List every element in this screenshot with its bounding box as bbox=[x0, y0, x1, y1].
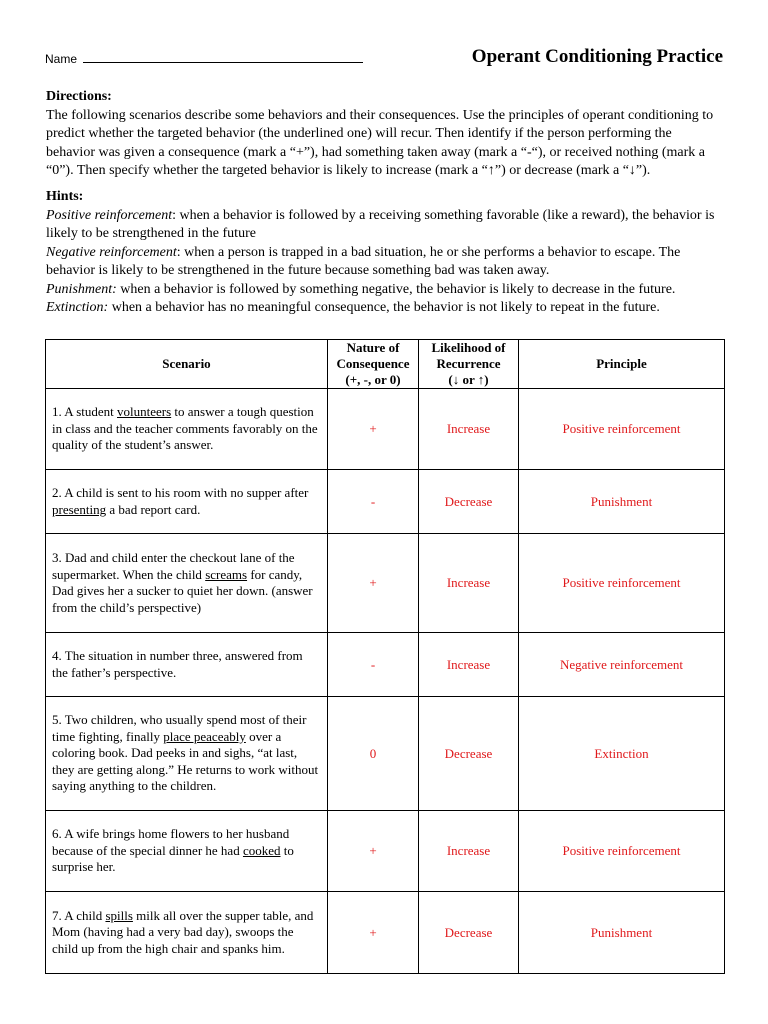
header-line: (↓ or ↑) bbox=[448, 372, 489, 387]
header-nature-of-consequence bbox=[328, 340, 419, 389]
likelihood-cell[interactable]: Increase bbox=[419, 633, 519, 697]
header-line: Likelihood of bbox=[431, 340, 506, 355]
target-behavior: cooked bbox=[242, 842, 281, 858]
principle-cell[interactable]: Positive reinforcement bbox=[519, 811, 725, 892]
header-line: Consequence bbox=[336, 356, 410, 371]
consequence-cell[interactable]: + bbox=[328, 534, 419, 633]
likelihood-cell[interactable]: Increase bbox=[419, 811, 519, 892]
header-line: Recurrence bbox=[436, 356, 501, 371]
hint-term: Punishment: bbox=[46, 281, 117, 297]
directions-text: The following scenarios describe some behaviors and their consequences. Use the principles of operant conditioning to predict whether the targeted behavior (the underlined one) will recur. Then identify if the person performing the behavior was given a consequence (mark a “+”), had something taken away (mark a “-“), or received nothing (mark a “0”). Then specify whether the targeted behavior is likely to increase (mark a “↑”) or decrease (mark a “↓”). bbox=[46, 107, 714, 178]
scenario-text: 7. A child bbox=[52, 907, 106, 923]
scenario-text: 3. Dad and child enter the checkout lane of the supermarket. When the child bbox=[52, 550, 295, 582]
scenario-text: 5. Two children, who usually spend most of their time fighting, finally bbox=[52, 712, 307, 744]
table-row bbox=[46, 534, 725, 633]
target-behavior: spills bbox=[105, 907, 133, 923]
scenario-text: 1. A student bbox=[52, 404, 118, 420]
table-header-row bbox=[46, 340, 725, 389]
consequence-cell[interactable]: + bbox=[328, 892, 419, 974]
consequence-cell[interactable]: - bbox=[328, 633, 419, 697]
table-row bbox=[46, 811, 725, 892]
hint-text: : when a behavior is followed by a receiving something favorable (like a reward), the behavior is likely to be strengthened in the future bbox=[46, 207, 715, 241]
header-principle: Principle bbox=[519, 340, 725, 389]
hint-positive-reinforcement bbox=[46, 207, 722, 244]
principle-cell[interactable]: Positive reinforcement bbox=[519, 534, 725, 633]
likelihood-cell[interactable]: Decrease bbox=[419, 892, 519, 974]
likelihood-cell[interactable]: Increase bbox=[419, 534, 519, 633]
scenario-text: to answer a tough question in class and the teacher comments favorably on the quality of the student’s answer. bbox=[52, 404, 318, 453]
scenario-text: 2. A child is sent to his room with no supper after bbox=[52, 485, 309, 500]
target-behavior: place peaceably bbox=[163, 728, 246, 744]
hints-heading: Hints: bbox=[46, 189, 84, 204]
name-field-row bbox=[45, 52, 363, 66]
scenario-text: milk all over the supper table, and Mom (having had a very bad day), swoops the child up from the high chair and spanks him. bbox=[52, 907, 314, 956]
consequence-cell[interactable]: 0 bbox=[328, 697, 419, 811]
scenario-cell bbox=[46, 633, 328, 697]
scenario-cell bbox=[46, 892, 328, 974]
directions-heading: Directions: bbox=[46, 89, 112, 104]
hint-negative-reinforcement bbox=[46, 244, 722, 281]
scenario-cell bbox=[46, 389, 328, 470]
table-row bbox=[46, 633, 725, 697]
scenario-cell bbox=[46, 697, 328, 811]
table-row bbox=[46, 389, 725, 470]
header-scenario: Scenario bbox=[46, 340, 328, 389]
likelihood-cell[interactable]: Decrease bbox=[419, 697, 519, 811]
principle-cell[interactable]: Punishment bbox=[519, 470, 725, 534]
name-blank-line[interactable] bbox=[83, 52, 363, 63]
directions-section bbox=[46, 88, 722, 181]
scenario-text: to surprise her. bbox=[52, 842, 294, 875]
hint-term: Extinction: bbox=[46, 300, 109, 315]
scenario-text: for candy, Dad gives her a sucker to quiet her down. (answer from the child’s perspective) bbox=[52, 566, 313, 615]
scenario-text: over a coloring book. Dad peeks in and sighs, “at last, they are getting along.” He returns to work without saying anything to the children. bbox=[52, 728, 319, 794]
scenario-text: 4. The situation in number three, answered from the father’s perspective. bbox=[52, 648, 303, 680]
target-behavior: screams bbox=[205, 566, 248, 582]
consequence-cell[interactable]: + bbox=[328, 811, 419, 892]
header-line: (+, -, or 0) bbox=[345, 372, 401, 387]
hint-punishment bbox=[46, 281, 722, 300]
hint-extinction bbox=[46, 299, 722, 318]
hint-text: when a behavior has no meaningful consequence, the behavior is not likely to repeat in the future. bbox=[108, 300, 660, 315]
hint-text: when a behavior is followed by something negative, the behavior is likely to decrease in the future. bbox=[116, 281, 676, 297]
header-likelihood bbox=[419, 340, 519, 389]
scenario-cell bbox=[46, 811, 328, 892]
hint-term: Positive reinforcement bbox=[46, 207, 173, 223]
principle-cell[interactable]: Punishment bbox=[519, 892, 725, 974]
table-row bbox=[46, 697, 725, 811]
scenario-text: a bad report card. bbox=[106, 501, 201, 517]
scenario-cell bbox=[46, 470, 328, 534]
table-row bbox=[46, 470, 725, 534]
principle-cell[interactable]: Extinction bbox=[519, 697, 725, 811]
header-line: Nature of bbox=[346, 340, 400, 355]
principle-cell[interactable]: Positive reinforcement bbox=[519, 389, 725, 470]
principle-cell[interactable]: Negative reinforcement bbox=[519, 633, 725, 697]
hint-text: : when a person is trapped in a bad situation, he or she performs a behavior to escape. The behavior is likely to be strengthened in the future because something bad was taken away. bbox=[46, 244, 681, 278]
page-title: Operant Conditioning Practice bbox=[471, 46, 723, 67]
consequence-cell[interactable]: - bbox=[328, 470, 419, 534]
target-behavior: volunteers bbox=[117, 404, 172, 420]
hint-term: Negative reinforcement bbox=[46, 244, 177, 260]
likelihood-cell[interactable]: Decrease bbox=[419, 470, 519, 534]
name-label: Name bbox=[45, 52, 78, 66]
consequence-cell[interactable]: + bbox=[328, 389, 419, 470]
table-row bbox=[46, 892, 725, 974]
practice-table bbox=[45, 339, 725, 974]
scenario-text: 6. A wife brings home flowers to her husband because of the special dinner he had bbox=[52, 826, 290, 858]
scenario-cell bbox=[46, 534, 328, 633]
target-behavior: presenting bbox=[52, 501, 107, 517]
hints-section bbox=[46, 188, 722, 318]
likelihood-cell[interactable]: Increase bbox=[419, 389, 519, 470]
